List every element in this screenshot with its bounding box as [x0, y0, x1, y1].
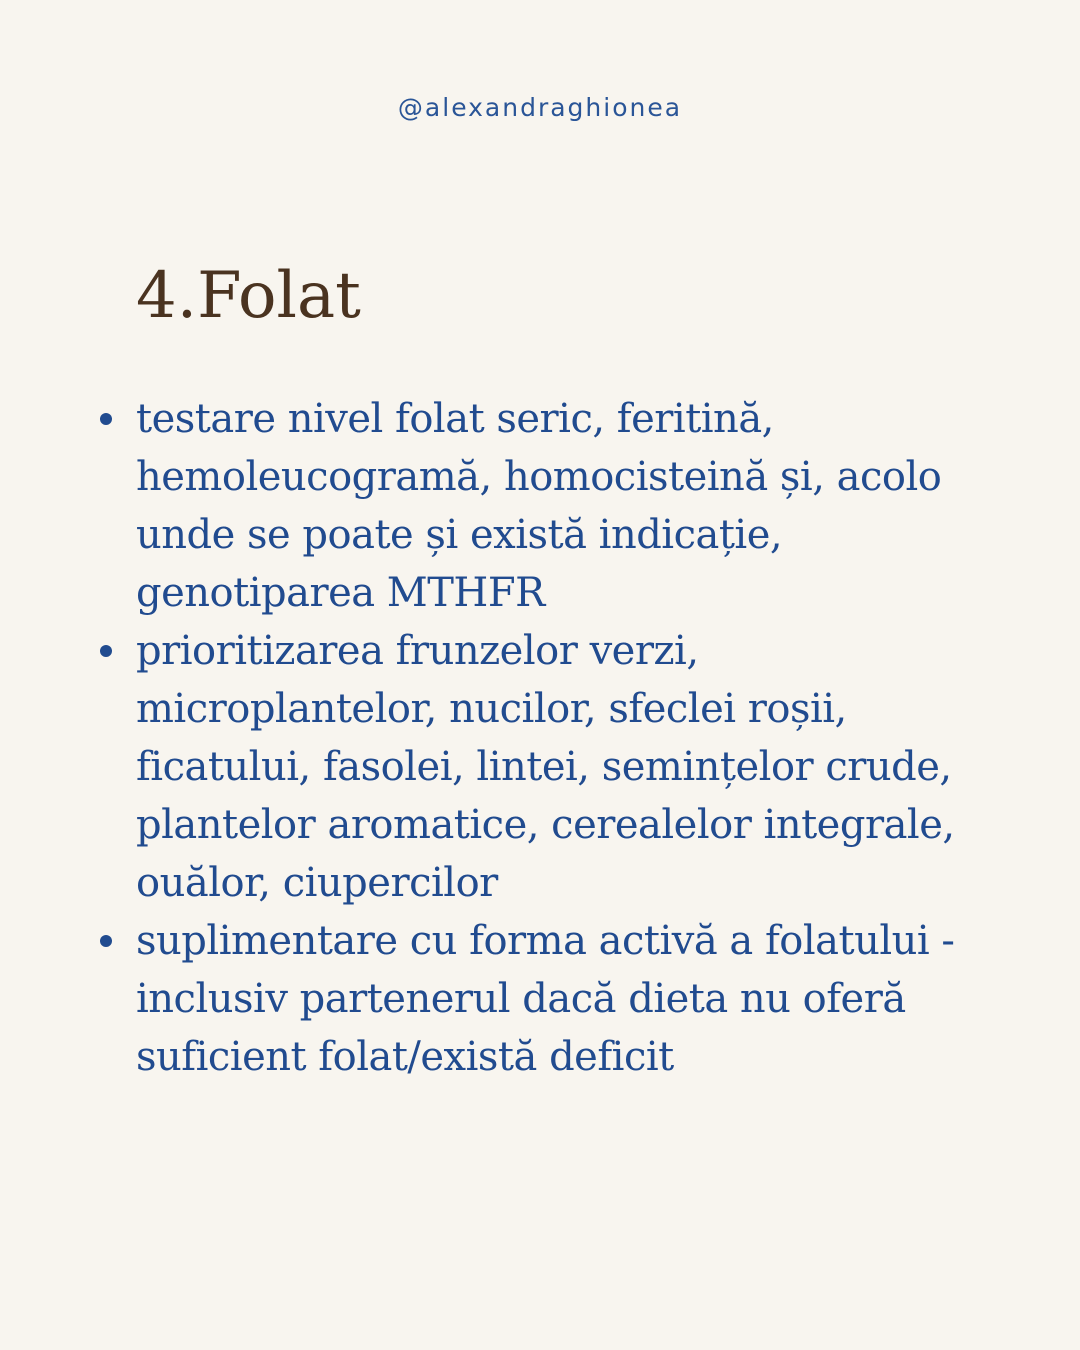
- account-handle: @alexandraghionea: [397, 93, 683, 122]
- bullet-dot-icon: [100, 645, 112, 657]
- bullet-line: hemoleucogramă, homocisteină și, acolo: [136, 454, 942, 500]
- bullet-line: plantelor aromatice, cerealelor integrale,: [136, 802, 955, 848]
- bullet-dot-icon: [100, 935, 112, 947]
- bullet-line: testare nivel folat seric, feritină,: [136, 396, 774, 442]
- bullet-item-supplementation: [136, 912, 1016, 1086]
- bullet-line: unde se poate și există indicație,: [136, 512, 783, 558]
- bullet-line: genotiparea MTHFR: [136, 570, 545, 616]
- bullet-line: ficatului, fasolei, lintei, semințelor crude,: [136, 744, 952, 790]
- section-title: 4.Folat: [136, 259, 361, 333]
- bullet-line: inclusiv partenerul dacă dieta nu oferă: [136, 976, 906, 1022]
- bullet-line: suplimentare cu forma activă a folatului -: [136, 918, 955, 964]
- bullet-item-foods: [136, 622, 1016, 912]
- bullet-dot-icon: [100, 413, 112, 425]
- bullet-item-testing: [136, 390, 1016, 622]
- bullet-line: suficient folat/există deficit: [136, 1034, 674, 1080]
- bullet-line: microplantelor, nucilor, sfeclei roșii,: [136, 686, 847, 732]
- bullet-line: ouălor, ciupercilor: [136, 860, 498, 906]
- bullet-line: prioritizarea frunzelor verzi,: [136, 628, 699, 674]
- bullet-list: [136, 390, 1016, 1086]
